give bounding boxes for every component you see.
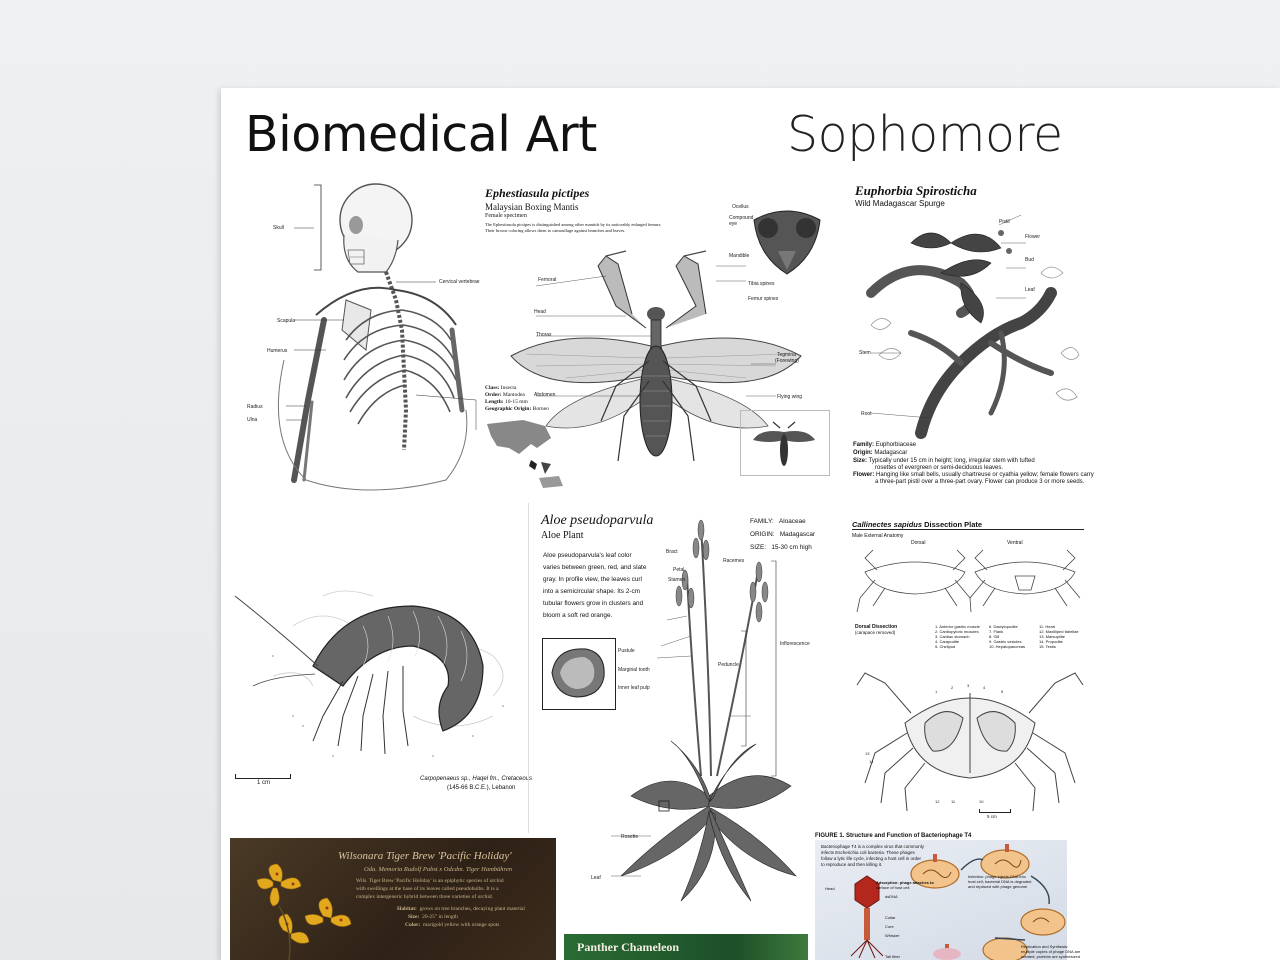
orchid-title: Wilsonara Tiger Brew 'Pacific Holiday' — [338, 850, 512, 862]
aloe-panel-border — [528, 503, 529, 833]
crab-external-illustration — [855, 548, 1085, 620]
phage-replication-2: multiple copies of phage DNA are — [1021, 949, 1081, 954]
label-bract: Bract — [666, 549, 678, 555]
mantis-specimen: Female specimen — [485, 213, 527, 219]
mantis-origin: Geographic Origin: Borneo — [485, 406, 549, 412]
label-tegmina: Tegmina — [777, 352, 796, 358]
label-leaf: Leaf — [1025, 287, 1035, 293]
label-cervical: Cervical vertebrae — [439, 279, 480, 285]
euphorbia-origin: Origin: Madagascar — [853, 450, 908, 456]
poster: Biomedical Art Sophomore Skull Cervical vertebrae Scapula Humerus Radius Ulna Ephestiasula pictipes Malaysian Boxing Mantis Female specimen The Ephestiasula pictipes is distinguished among other mantids by its noticeably enlarged femurs. Their brown coloring allows them to camouflage against branches and leaves. Femoral Head Thorax Abdomen Tibia spines Femur spines Tegmina (Forewing) Flying wing Ocellus Compound eye Mandible Class: Insecta Order: Mantodea Length: 10-15 mm Geographic Origin: Borneo Euphorbia Spirosticha Wild Madagascar Spurge Pistil Flower Bud Leaf Stem Root Family: Euphorbiaceae Origin: Madagascar Size: Typically under 15 cm in height; long, irregular stem with tufted rosettes of evergreen or semi-deciduous leaves. Flower: Hanging like small bells, usually chartreuse or cyathia yellow; female flowers carry a three-part pistil over a three-part ovary. Flower can produce 3 or more seeds. 1 cm Carpopenaeus sp., Haqel fm., Cretaceous (145-66 B.C.E.), Lebanon Aloe pseudoparvula Aloe Plant Aloe pseudoparvula's leaf color varies between green, red, and slate gray. In profile view, the leaves curl into a semicircular shape. Its 2-cm tubular flowers grow in clusters and bloom a soft red orange. FAMILY: Aloaceae ORIGIN: Madagascar SIZE: 15-30 cm high Pustule Marginal tooth Inner leaf pulp Bract Racemes Petal Stamen Inflorescence Peduncle Rosette Leaf Callinectes sapidus Dissection Plate Male External Anatomy Dorsal Ventral Dorsal Dissection (carapace removed) 1. Anterior gastric muscle 2. Cardiopyloric muscles 3. Cardiac stomach 4. Carapodite 5. Chelipod 6. Dactylopodite 7. Flank 8. Gill 9. Gastric vesicles 10. Hepatopancreas 11. Heart 12. Maxilliped fabellae 13. Marsupilite 14. Propodite 15. Testis 1 2 3 4 5 13 14 12 11 10 5 cm Wilsonara Tiger Brew 'Pacific Holiday' Oda. Memoria Rudolf Pabst x Odcdm. Tiger Hambühren Wils. Tiger Brew 'Pacific Holiday' is an epiphytic species of orchid with swellings at the base of its leaves called pseudobulbs. It is a complex intergeneric hybrid between three varieties of orchid. Habitat: grows on tree branches, decaying plant material Size: 20-25" in length Color: marigold yellow with orange spots Panther Chameleon FIGURE 1. Structure and Function of Bacteriophage T4 Bacteriophage T4 is a complex virus that commonly infects Escherichia coli bacteria. These phages follow a lytic life cycle, infecting a host cell in order to reproduce and then killing it. Adsorption: phage attaches to surface of host cell Infection: phage injects DNA into host cell; bacterial DNA is degraded and replaced with phage genome Replication and Synthesis: multiple copies of phage DNA are created; proteins are synthesized Head dsDNA Collar Core Whisker Tail fiber — [221, 88, 1280, 960]
crab-dissection-label: Dorsal Dissection — [855, 624, 898, 630]
label-flying-wing: Flying wing — [777, 394, 803, 400]
svg-text:12: 12 — [935, 799, 940, 804]
shrimp-scale-bar — [235, 774, 291, 779]
label-bud: Bud — [1025, 257, 1034, 263]
phage-desc-3: follow a lytic life cycle, infecting a host cell in order — [821, 856, 922, 861]
svg-text:14: 14 — [869, 759, 874, 764]
orchid-flowers — [243, 860, 363, 960]
origin-map — [485, 418, 565, 488]
orchid-size: Size: 20-25" in length — [408, 914, 458, 920]
label-inflorescence: Inflorescence — [780, 641, 810, 647]
shrimp-scale-label: 1 cm — [257, 780, 271, 786]
label-stamen: Stamen — [668, 577, 686, 583]
mantis-title: Ephestiasula pictipes — [485, 186, 590, 200]
label-inner: Inner leaf pulp — [618, 685, 650, 691]
orchid-subtitle: Oda. Memoria Rudolf Pabst x Odcdm. Tiger Hambühren — [364, 866, 512, 873]
label-radius: Radius — [247, 404, 263, 410]
mantis-desc-1: The Ephestiasula pictipes is distinguished among other mantids by its noticeably enlarged femurs. — [485, 222, 662, 227]
label-scapula: Scapula — [277, 318, 296, 324]
phage-label-head: Head — [825, 886, 835, 891]
label-femur-spines: Femur spines — [748, 296, 779, 302]
label-pistil: Pistil — [999, 219, 1010, 225]
label-racemes: Racemes — [723, 558, 745, 564]
phage-label-dsdna: dsDNA — [885, 894, 898, 899]
label-marginal: Marginal tooth — [618, 667, 650, 673]
euphorbia-title: Euphorbia Spirosticha — [855, 183, 977, 198]
label-abdomen: Abdomen — [534, 392, 556, 398]
orchid-desc-1: Wils. Tiger Brew 'Pacific Holiday' is an epiphytic species of orchid — [356, 878, 504, 884]
svg-text:11: 11 — [951, 799, 956, 804]
label-mandible: Mandible — [729, 253, 750, 259]
svg-text:5: 5 — [1001, 689, 1004, 694]
mantis-length: Length: 10-15 mm — [485, 399, 528, 405]
phage-label-collar: Collar — [885, 915, 896, 920]
shrimp-caption-2: (145-66 B.C.E.), Lebanon — [447, 785, 516, 791]
label-rosette: Rosette — [621, 834, 639, 840]
phage-infection-2: host cell; bacterial DNA is degraded — [968, 879, 1032, 884]
label-root: Root — [861, 411, 872, 417]
label-aloe-leaf: Leaf — [591, 875, 601, 881]
euphorbia-flower: Flower: Hanging like small bells, usually chartreuse or cyathia yellow; female flowers carry — [853, 472, 1094, 478]
label-skull: Skull — [273, 225, 284, 231]
phage-infection-3: and replaced with phage genome — [968, 884, 1028, 889]
phage-label-tail: Tail fiber — [885, 954, 900, 959]
phage-adsorption-2: surface of host cell — [876, 885, 910, 890]
crab-title-rule — [852, 529, 1084, 530]
phage-infection: Infection: phage injects DNA into — [968, 874, 1026, 879]
mantis-head-inset — [748, 206, 826, 278]
euphorbia-size-2: rosettes of evergreen or semi-deciduous leaves. — [875, 465, 1004, 471]
euphorbia-flower-2: a three-part pistil over a three-part ovary. Flower can produce 3 or more seeds. — [875, 479, 1085, 485]
label-flower: Flower — [1025, 234, 1041, 240]
label-femoral: Femoral — [538, 277, 557, 283]
mantis-class: Class: Insecta — [485, 385, 517, 391]
svg-text:3: 3 — [967, 683, 970, 688]
label-ocellus: Ocellus — [732, 204, 749, 210]
label-eye: eye — [729, 221, 738, 227]
phage-figure-caption: FIGURE 1. Structure and Function of Bacteriophage T4 — [815, 833, 972, 839]
poster-level: Sophomore — [787, 106, 1063, 163]
crab-dissection-illustration — [855, 663, 1085, 813]
label-tibia: Tibia spines — [748, 281, 775, 287]
euphorbia-family: Family: Euphorbiaceae — [853, 442, 917, 448]
phage-desc-2: infects Escherichia coli bacteria. These phages — [821, 850, 915, 855]
label-thorax: Thorax — [536, 332, 552, 338]
aloe-common-name: Aloe Plant — [541, 530, 584, 541]
label-pustule: Pustule — [618, 648, 635, 654]
label-ulna: Ulna — [247, 417, 258, 423]
label-stem: Stem — [859, 350, 871, 356]
label-petal: Petal — [673, 567, 685, 573]
orchid-desc-3: complex intergeneric hybrid between three varieties of orchid. — [356, 894, 494, 900]
mantis-small-icon — [751, 422, 817, 470]
label-forewing: (Forewing) — [775, 358, 799, 364]
svg-text:10: 10 — [979, 799, 984, 804]
phage-replication: Replication and Synthesis: — [1021, 944, 1069, 949]
phage-desc-4: to reproduce and then killing it. — [821, 862, 883, 867]
chameleon-title: Panther Chameleon — [577, 940, 680, 954]
crab-scale-label: 5 cm — [987, 814, 997, 819]
phage-label-core: Core — [885, 924, 894, 929]
shrimp-caption-1: Carpopenaeus sp., Haqel fm., Cretaceous — [420, 776, 533, 782]
aloe-title: Aloe pseudoparvula — [541, 513, 654, 528]
orchid-habitat: Habitat: grows on tree branches, decaying plant material — [397, 906, 525, 912]
phage-desc-1: Bacteriophage T4 is a complex virus that commonly — [821, 844, 924, 849]
euphorbia-illustration — [851, 213, 1081, 458]
orchid-desc-2: with swellings at the base of its leaves called pseudobulbs. It is a — [356, 886, 499, 892]
mantis-common-name: Malaysian Boxing Mantis — [485, 202, 579, 212]
phage-replication-3: created; proteins are synthesized — [1021, 954, 1080, 959]
aloe-illustration — [591, 516, 811, 911]
euphorbia-common-name: Wild Madagascar Spurge — [855, 199, 945, 208]
mantis-desc-2: Their brown coloring allows them to camouflage against branches and leaves. — [485, 228, 626, 233]
svg-text:13: 13 — [865, 751, 870, 756]
svg-text:4: 4 — [983, 685, 986, 690]
phage-illustration — [815, 840, 1067, 960]
label-compound: Compound — [729, 215, 754, 221]
crab-dorsal-label: Dorsal — [911, 540, 926, 546]
label-peduncle: Peduncle — [718, 662, 739, 668]
label-head: Head — [534, 309, 546, 315]
phage-label-whisker: Whisker — [885, 933, 900, 938]
crab-carapace-label: (carapace removed) — [855, 630, 896, 635]
phage-adsorption: Adsorption: phage attaches to — [876, 880, 934, 885]
euphorbia-size: Size: Typically under 15 cm in height; long, irregular stem with tufted — [853, 458, 1035, 464]
svg-text:1: 1 — [935, 689, 938, 694]
label-humerus: Humerus — [267, 348, 288, 354]
orchid-color: Color: marigold yellow with orange spots — [405, 922, 500, 928]
crab-ventral-label: Ventral — [1007, 540, 1023, 546]
poster-title: Biomedical Art — [245, 106, 597, 163]
crab-title: Callinectes sapidus Dissection Plate — [852, 520, 983, 529]
svg-text:2: 2 — [951, 685, 954, 690]
crab-external-label: Male External Anatomy — [852, 533, 904, 539]
shrimp-fossil-illustration — [233, 566, 523, 766]
mantis-order: Order: Mantodea — [485, 392, 525, 398]
crab-scale-bar — [979, 809, 1011, 813]
